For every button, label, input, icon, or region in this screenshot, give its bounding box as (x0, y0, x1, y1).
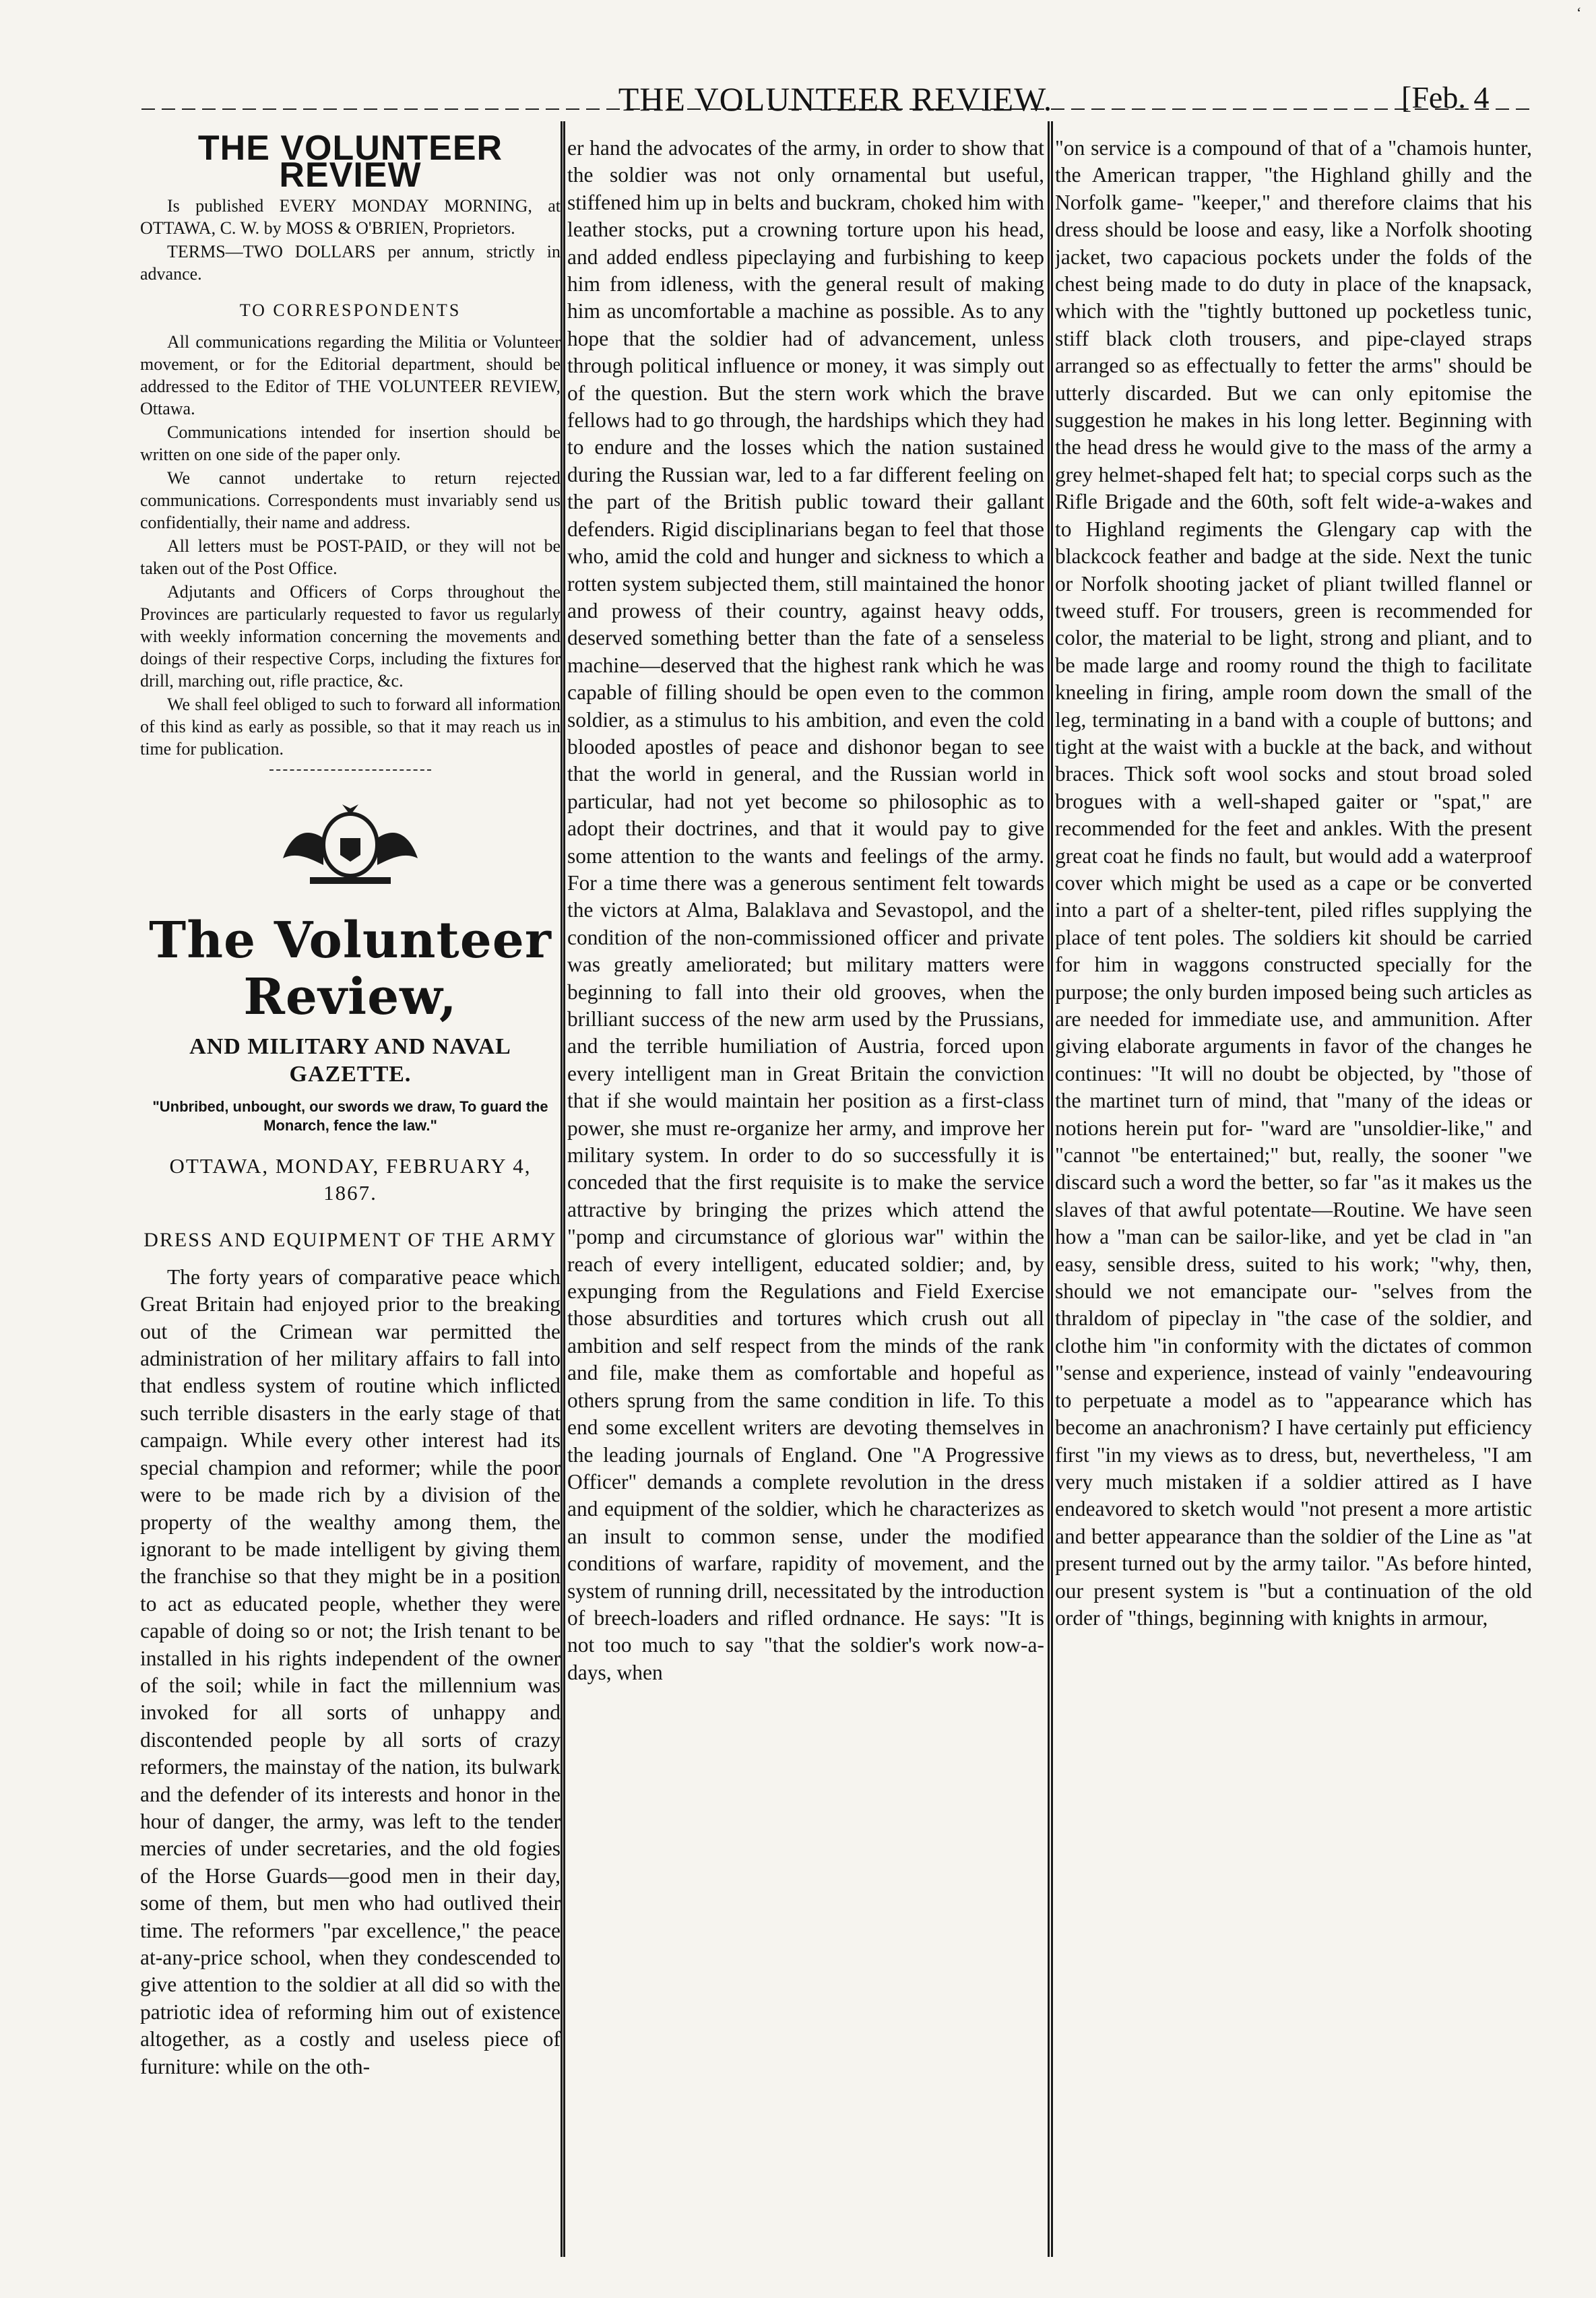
paper-motto: "Unbribed, unbought, our swords we draw, To guard the Monarch, fence the law." (152, 1098, 548, 1135)
article-heading: DRESS AND EQUIPMENT OF THE ARMY (143, 1228, 557, 1251)
column-3 (1055, 135, 1532, 1632)
column-rule (561, 121, 563, 2257)
column-rule (1051, 121, 1053, 2257)
correspondents-notices (140, 331, 561, 760)
publication-info (140, 195, 561, 285)
dateline: OTTAWA, MONDAY, FEBRUARY 4, 1867. (169, 1154, 532, 1205)
corner-mark: ʻ (1576, 4, 1582, 21)
running-title: THE VOLUNTEER REVIEW. (618, 80, 1053, 118)
publication-line: Is published EVERY MONDAY MORNING, at OTTAWA, C. W. by MOSS & O'BRIEN, Proprietors. (140, 195, 561, 238)
running-date: [Feb. 4 (1401, 80, 1490, 115)
column-rule (563, 121, 565, 2257)
notice: Communications intended for insertion should be written on one side of the paper only. (140, 422, 561, 465)
masthead-title: THE VOLUNTEER REVIEW (197, 135, 503, 195)
paper-title: The Volunteer Review, (149, 912, 552, 1027)
column-rule (1048, 121, 1050, 2257)
article-paragraph: "on service is a compound of that of a "chamois hunter, the American trapper, "the Highland ghilly and the Norfolk game- "keeper," and therefore claims that his dress should be loose and easy, like a Norfolk shooting jacket, two capacious pockets under the folds of the chest being made to do duty in place of the knapsack, which with the "tightly buttoned up pocketless tunic, stiff black cloth trousers, and pipe-clayed straps arranged so as effectually to fetter the arms" should be utterly discarded. But we can only epitomise the suggestion he makes in his long letter. Beginning with the head dress he would give to the mass of the army a grey helmet-shaped felt hat; to special corps such as the Rifle Brigade and the 60th, soft felt wide-a-wakes and to Highland regiments the Glengary cap with the blackcock feather and badge at the side. Next the tunic or Norfolk shooting jacket of pliant twilled flannel or tweed stuff. For trousers, green is recommended for color, the material to be light, strong and pliant, and to be made large and roomy round the thigh to facilitate kneeling in firing, ample room down the small of the leg, terminating in a band with a couple of buttons; and tight at the waist with a buckle at the back, and without braces. Thick soft wool socks and stout broad soled brogues with a well-shaped gaiter or "spat," are recommended for the feet and ankles. With the present great coat he finds no fault, but would add a waterproof cover which might be used as a cape or be converted into a part of a shelter-tent, piled rifles supplying the place of tent poles. The soldiers kit should be carried for him in waggons constructed specially for the purpose; the only burden imposed being such articles as are needed for immediate use, and ammunition. After giving elaborate arguments in favor of the changes he continues: "It will no doubt be objected, by "those of the martinet turn of mind, that "many of the ideas or notions herein put for- "ward are "unsoldier-like," and "cannot "be entertained;" but, really, the sooner "we discard such a word the better, so far "as it makes us the slaves of that awful potentate—Routine. We have seen how a "man can be sailor-like, and yet be clad in "an easy, sensible dress, suited to his work; "why, then, should we not emancipate our- "selves from the thraldom of pipeclay in "the case of the soldier, and clothe him "in conformity with the dictates of common "sense and experience, instead of vainly "endeavouring to perpetuate a model as to "appearance which has become an anachronism? I have certainly put efficiency first "in my views as to dress, but, nevertheless, "I am very much mistaken if a soldier attired as I have endeavored to sketch would "not present a more artistic and better appearance than the soldier of the Line as "at present turned out by the army tailor. "As before hinted, our present system is "but a continuation of the old order of "things, beginning with knights in armour, (1055, 136, 1532, 1630)
divider (269, 769, 431, 771)
notice: Adjutants and Officers of Corps throughout the Provinces are particularly requested to favor us regularly with weekly information concerning the movements and doings of their respective Corps, including the fixtures for drill, marching out, rifle practice, &c. (140, 582, 561, 691)
notice: All letters must be POST-PAID, or they will not be taken out of the Post Office. (140, 536, 561, 579)
article-paragraph: The forty years of comparative peace which Great Britain had enjoyed prior to the breaking out of the Crimean war permitted the administration of her military affairs to fall into that endless system of routine which inflicted such terrible disasters in the early stage of that campaign. While every other interest had its special champion and reformer; while the poor were to be made rich by a division of the property of the wealthy among them, the ignorant to be made intelligent by giving them the franchise so that they might be in a position to act as educated people, whether they were capable of doing so or not; the Irish tenant to be installed in his rights independent of the owner of the soil; while in fact the millennium was invoked for all sorts of unhappy and discontended people by all sorts of crazy reformers, the mainstay of the nation, its bulwark and the defender of its interests and honor in the hour of danger, the army, was left to the tender mercies of under secretaries, and the old fogies of the Horse Guards—good men in their day, some of them, but men who had outlived their time. The reformers "par excellence," the peace at-any-price school, when they condescended to give attention to the soldier at all did so with the patriotic idea of reforming him out of existence altogether, as a costly and useless piece of furniture: while on the oth- (140, 1265, 561, 2078)
correspondents-heading: TO CORRESPONDENTS (239, 300, 461, 320)
terms-line: TERMS—TWO DOLLARS per annum, strictly in advance. (140, 241, 561, 284)
column-2 (567, 135, 1044, 1686)
notice: All communications regarding the Militia or Volunteer movement, or for the Editorial department, should be addressed to the Editor of THE VOLUNTEER REVIEW, Ottawa. (140, 332, 561, 419)
article-paragraph: er hand the advocates of the army, in order to show that the soldier was not only ornamental but useful, stiffened him up in belts and buckram, choked him with leather stocks, put a crowning torture upon his head, and added endless pipeclaying and furbishing to keep him from idleness, with the general result of making him as uncomfortable a machine as possible. As to any hope that the soldier had of advancement, unless through political influence or money, it was simply out of the question. But the stern work which the brave fellows had to go through, the hardships which they had to endure and the losses which the nation sustained during the Russian war, led to a far different feeling on the part of the British public toward their gallant defenders. Rigid disciplinarians began to feel that those who, amid the cold and hunger and sickness to which a rotten system subjected them, still maintained the honor and prowess of their country, against heavy odds, deserved something better than the fate of a senseless machine—deserved that the highest rank which he was capable of filling should be open even to the common soldier, as a stimulus to his ambition, and even the cold blooded apostles of peace and dishonor began to see that the world in general, and the Russian world in particular, had not yet become so philosophic as to adopt their doctrines, and that it would pay to give some attention to the wants and feelings of the army. For a time there was a generous sentiment felt towards the victors at Alma, Balaklava and Sevastopol, and the condition of the non-commissioned officer and private was greatly ameliorated; but military matters were beginning to fall into their old grooves, when the brilliant success of the new arm used by the Prussians, and the terrible humiliation of Austria, forced upon every intelligent man in Great Britain the conviction that if she would maintain her position as a first-class power, she must re-organize her army, and improve her military system. In order to do so successfully it is conceded that the first requisite is to make the service attractive by bringing the prizes which attend the "pomp and circumstance of glorious war" within the reach of every intelligent, educated soldier; and, by expunging from the Regulations and Field Exercise those absurdities and tortures which crush out all ambition and self respect from the minds of the rank and file, make them as comfortable and hopeful as others sprung from the same condition in life. To this end some excellent writers are devoting themselves in the leading journals of England. One "A Progressive Officer" demands a complete revolution in the dress and equipment of the soldier, which he characterizes as an insult to common sense, under the modified conditions of warfare, rapidity of movement, and the system of running drill, necessitated by the introduction of breech-loaders and rifled ordnance. He says: "It is not too much to say "that the soldier's work now-a-days, when (567, 136, 1044, 1684)
notice: We cannot undertake to return rejected communications. Correspondents must invariably send us confidentially, their name and address. (140, 468, 561, 533)
notice: We shall feel obliged to such to forward all information of this kind as early as possible, so that it may reach us in time for publication. (140, 695, 561, 759)
royal-crest-icon (263, 798, 438, 892)
paper-subtitle: AND MILITARY AND NAVAL GAZETTE. (189, 1034, 511, 1087)
column-1 (140, 135, 561, 2080)
